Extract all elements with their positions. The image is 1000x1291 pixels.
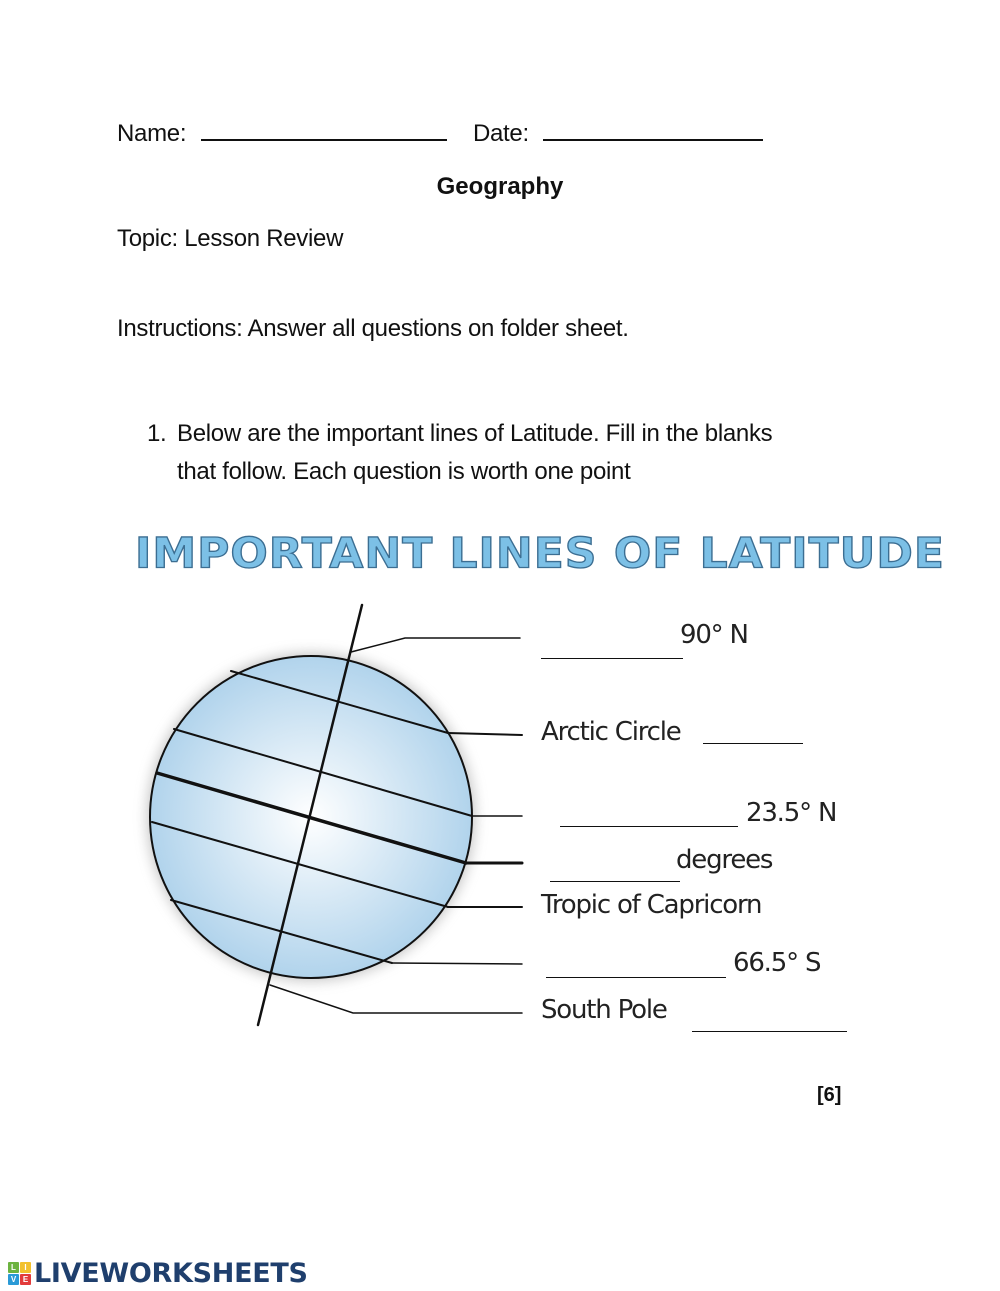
question-text-line1: Below are the important lines of Latitude. Fill in the blanks [177, 420, 773, 447]
blank-south-pole[interactable] [692, 1031, 847, 1032]
north-pole-leader [351, 638, 520, 652]
south-pole-leader [270, 985, 522, 1013]
question-text-line2: that follow. Each question is worth one point [177, 458, 631, 485]
logo-letter-i: I [20, 1262, 31, 1273]
date-label: Date: [472, 120, 529, 147]
logo-icon [8, 1262, 31, 1285]
logo-letter-e: E [20, 1274, 31, 1285]
blank-equator[interactable] [550, 881, 680, 882]
label-south-pole: South Pole [541, 995, 667, 1025]
footer-logo [8, 1258, 308, 1289]
brand-name: LIVEWORKSHEETS [34, 1258, 308, 1289]
label-tropic-of-capricorn: Tropic of Capricorn [541, 890, 762, 920]
date-blank[interactable] [543, 135, 763, 141]
label-arctic-circle: Arctic Circle [541, 717, 681, 747]
instructions-text: Instructions: Answer all questions on folder sheet. [117, 315, 629, 342]
blank-north-pole[interactable] [541, 658, 683, 659]
topic-text: Topic: Lesson Review [117, 225, 344, 252]
logo-letter-l: L [8, 1262, 19, 1273]
logo-letter-v: V [8, 1274, 19, 1285]
latitude-diagram [130, 590, 890, 1050]
name-blank[interactable] [201, 135, 447, 141]
score-total: [6] [817, 1084, 842, 1106]
blank-arctic-circle[interactable] [703, 743, 803, 744]
label-66-5s: 66.5° S [733, 948, 821, 978]
label-degrees: degrees [676, 845, 773, 875]
label-90n: 90° N [680, 620, 748, 650]
question-1 [147, 420, 772, 486]
question-number: 1. [147, 420, 167, 447]
antarctic-leader [392, 963, 522, 964]
diagram-title: IMPORTANT LINES OF LATITUDE [135, 529, 945, 578]
subject-title: Geography [436, 173, 564, 200]
label-23-5n: 23.5° N [746, 798, 837, 828]
blank-tropic-of-cancer[interactable] [560, 826, 738, 827]
name-label: Name: [117, 120, 187, 147]
arctic-leader [448, 733, 522, 735]
blank-antarctic-circle[interactable] [546, 977, 726, 978]
name-date-line [117, 120, 763, 148]
